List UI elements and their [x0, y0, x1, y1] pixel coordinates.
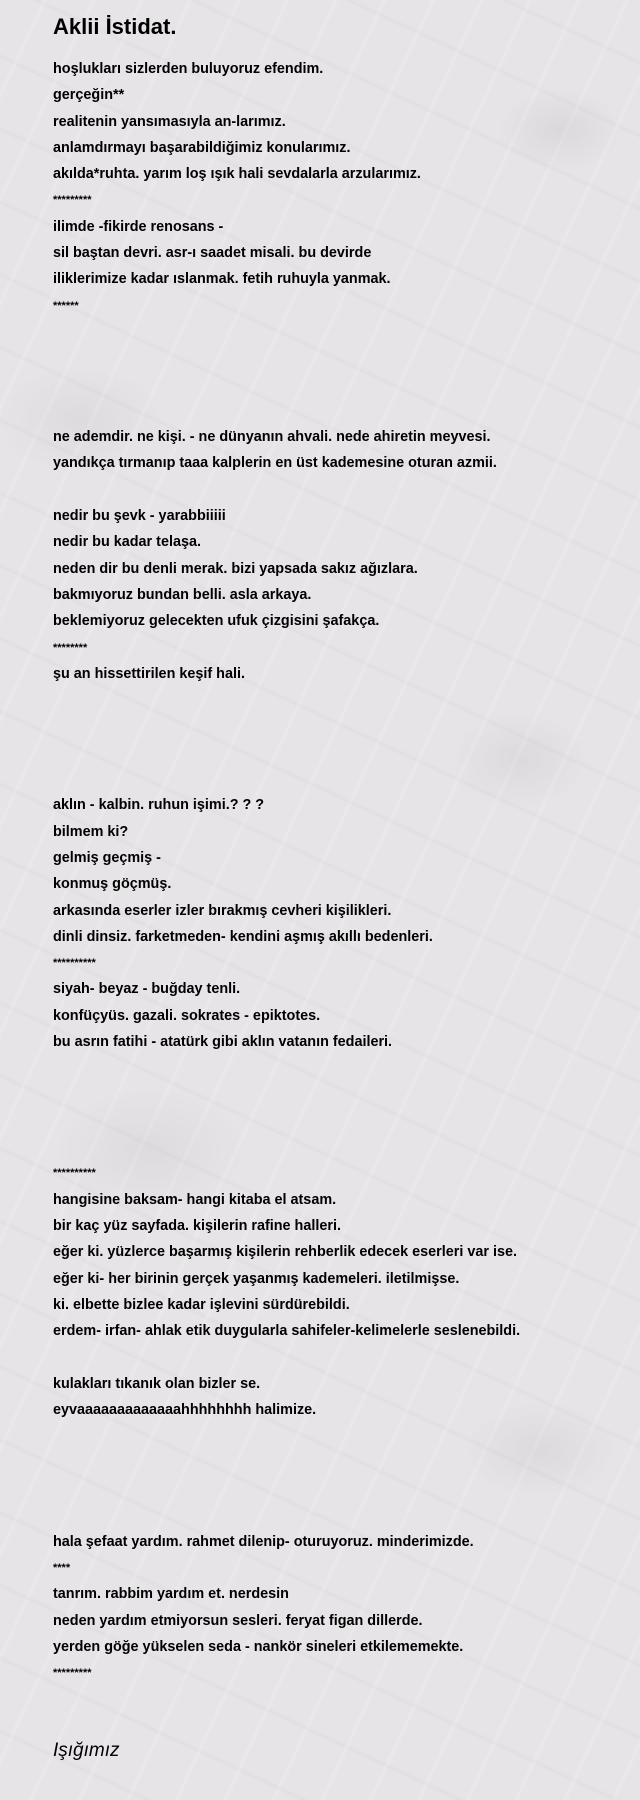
poem-line: gerçeğin**	[53, 87, 125, 104]
poem-line: siyah- beyaz - buğday tenli.	[53, 981, 241, 998]
blank-line	[53, 1476, 633, 1502]
poem-line: akılda*ruhta. yarım loş ışık hali sevdalarla arzularımız.	[53, 166, 421, 183]
poem-line: bilmem ki?	[53, 823, 129, 840]
poem-body	[53, 56, 633, 1686]
blank-line	[53, 713, 633, 739]
poem-line: **********	[53, 957, 96, 970]
poem-line: realitenin yansımasıyla an-larımız.	[53, 113, 286, 130]
poem-line: anlamdırmayı başarabildiğimiz konularımız.	[53, 139, 351, 156]
blank-line	[53, 477, 633, 503]
blank-line	[53, 687, 633, 713]
blank-line	[53, 740, 633, 766]
poem-line: ne ademdir. ne kişi. - ne dünyanın ahvali. nede ahiretin meyvesi.	[53, 429, 491, 446]
poem-line: eğer ki. yüzlerce başarmış kişilerin rehberlik edecek eserleri var ise.	[53, 1244, 517, 1261]
poem-title: Aklii İstidat.	[53, 14, 177, 39]
poem-line: şu an hissettirilen keşif hali.	[53, 665, 245, 682]
poem-line: yerden göğe yükselen seda - nankör sineleri etkilememekte.	[53, 1638, 464, 1655]
poem-line: erdem- irfan- ahlak etik duygularla sahifeler-kelimelerle seslenebildi.	[53, 1323, 521, 1340]
poem-line: ki. elbette bizlee kadar işlevini sürdürebildi.	[53, 1296, 350, 1313]
poem-author[interactable]: Işığımız	[53, 1740, 120, 1761]
poem-line: sil baştan devri. asr-ı saadet misali. bu devirde	[53, 245, 372, 262]
blank-line	[53, 1108, 633, 1134]
poem-line: aklın - kalbin. ruhun işimi.? ? ?	[53, 797, 265, 814]
poem-line: **********	[53, 1167, 96, 1180]
poem-line: neden yardım etmiyorsun sesleri. feryat figan dillerde.	[53, 1612, 423, 1629]
poem-line: bakmıyoruz bundan belli. asla arkaya.	[53, 586, 312, 603]
blank-line	[53, 345, 633, 371]
blank-line	[53, 372, 633, 398]
poem-line: ********	[53, 641, 88, 654]
poem-line: konfüçyüs. gazali. sokrates - epiktotes.	[53, 1007, 321, 1024]
poem-line: hoşlukları sizlerden buluyoruz efendim.	[53, 61, 324, 77]
poem-line: *********	[53, 1667, 92, 1680]
poem-line: eğer ki- her birinin gerçek yaşanmış kademeleri. iletilmişse.	[53, 1270, 460, 1287]
poem-line: iliklerimize kadar ıslanmak. fetih ruhuyla yanmak.	[53, 271, 391, 288]
poem-line: neden dir bu denli merak. bizi yapsada sakız ağızlara.	[53, 560, 418, 577]
poem-line: ilimde -fikirde renosans -	[53, 218, 224, 235]
poem-line: beklemiyoruz gelecekten ufuk çizgisini şafakça.	[53, 613, 380, 630]
blank-line	[53, 766, 633, 792]
blank-line	[53, 1423, 633, 1449]
poem-line: ****	[53, 1561, 71, 1574]
poem-line: arkasında eserler izler bırakmış cevheri kişilikleri.	[53, 902, 392, 919]
poem-line: ******	[53, 299, 79, 312]
poem-line: yandıkça tırmanıp taaa kalplerin en üst kademesine oturan azmii.	[53, 455, 497, 472]
poem-line: kulakları tıkanık olan bizler se.	[53, 1375, 261, 1392]
poem-line: eyvaaaaaaaaaaaaahhhhhhhh halimize.	[53, 1402, 317, 1419]
blank-line	[53, 1345, 633, 1371]
poem-line: nedir bu şevk - yarabbiiiii	[53, 508, 226, 525]
blank-line	[53, 398, 633, 424]
poem-line: bu asrın fatihi - atatürk gibi aklın vatanın fedaileri.	[53, 1033, 393, 1050]
poem-line: gelmiş geçmiş -	[53, 849, 161, 866]
blank-line	[53, 1134, 633, 1160]
blank-line	[53, 1450, 633, 1476]
poem-line: *********	[53, 194, 92, 207]
blank-line	[53, 1082, 633, 1108]
poem-line: nedir bu kadar telaşa.	[53, 534, 201, 551]
poem-line: hangisine baksam- hangi kitaba el atsam.	[53, 1191, 337, 1208]
blank-line	[53, 319, 633, 345]
blank-line	[53, 1502, 633, 1528]
blank-line	[53, 1055, 633, 1081]
poem-line: tanrım. rabbim yardım et. nerdesin	[53, 1586, 289, 1603]
poem-line: hala şefaat yardım. rahmet dilenip- oturuyoruz. minderimizde.	[53, 1533, 474, 1550]
poem-line: dinli dinsiz. farketmeden- kendini aşmış akıllı bedenleri.	[53, 928, 433, 945]
poem-line: bir kaç yüz sayfada. kişilerin rafine halleri.	[53, 1218, 341, 1235]
poem-line: konmuş göçmüş.	[53, 876, 172, 893]
